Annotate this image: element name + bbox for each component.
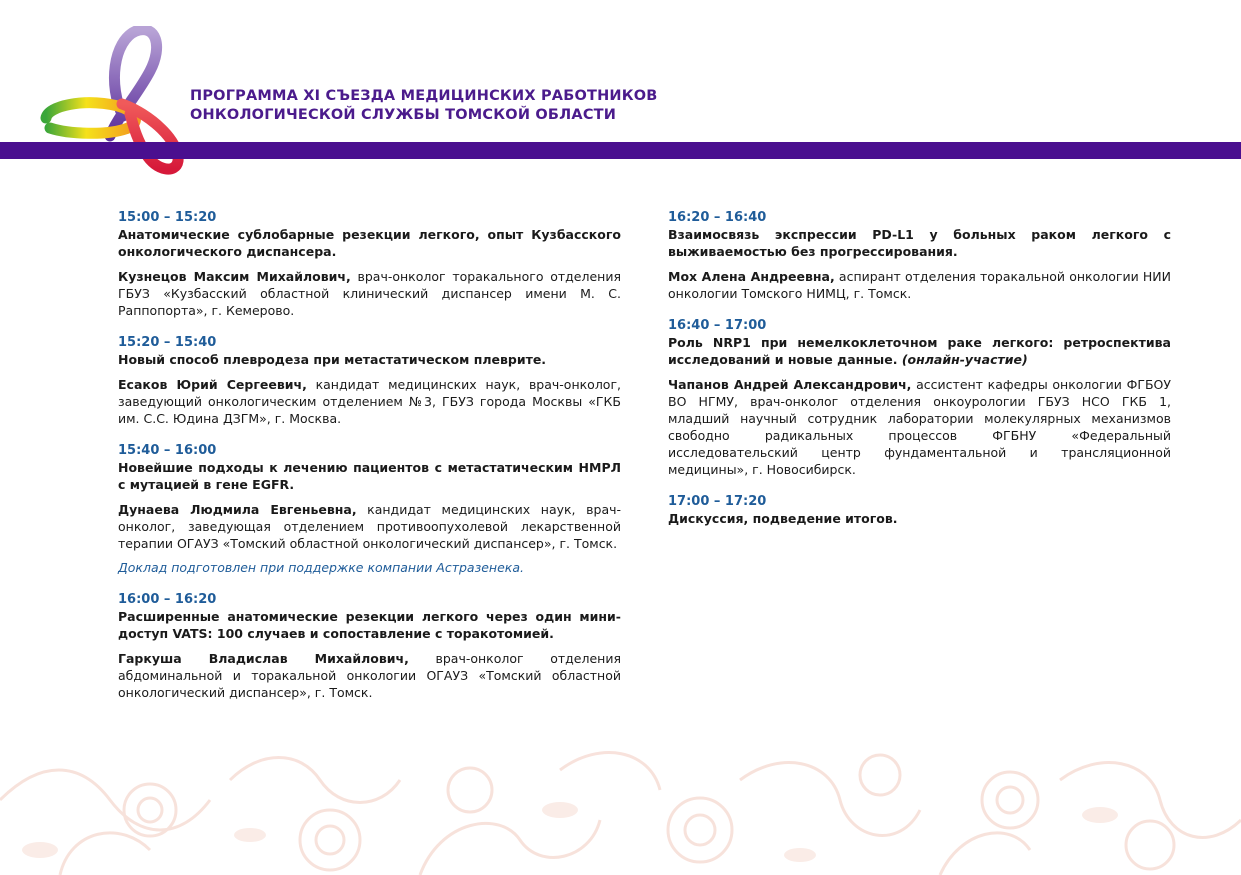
page-title-line-2: ОНКОЛОГИЧЕСКОЙ СЛУЖБЫ ТОМСКОЙ ОБЛАСТИ (190, 107, 617, 123)
slot-title: Новейшие подходы к лечению пациентов с метастатическим НМРЛ с мутацией в гене EGFR. (118, 460, 621, 492)
slot-title-text: Роль NRP1 при немелкоклеточном раке легкого: ретроспектива исследований и новые данные. (668, 335, 1171, 367)
slot-speaker (668, 268, 1171, 302)
slot-speaker (668, 376, 1171, 478)
speaker-name: Есаков Юрий Сергеевич, (118, 377, 307, 392)
program-slot (668, 317, 1171, 478)
slot-time: 16:40 – 17:00 (668, 318, 767, 333)
sponsor-note: Доклад подготовлен при поддержке компании Астразенека. (118, 560, 524, 575)
program-slot (668, 209, 1171, 302)
slot-title: Расширенные анатомические резекции легкого через один мини-доступ VATS: 100 случаев и сопоставление с торакотомией. (118, 609, 621, 641)
program-slot (118, 591, 621, 701)
slot-speaker (118, 376, 621, 427)
slot-title: Анатомические сублобарные резекции легкого, опыт Кузбасского онкологического диспансера. (118, 227, 621, 259)
slot-title: Взаимосвязь экспрессии PD-L1 у больных раком легкого с выживаемостью без прогрессирования. (668, 227, 1171, 259)
header-bar (0, 142, 1241, 159)
slot-title: Дискуссия, подведение итогов. (668, 511, 898, 526)
program-slot (118, 334, 621, 427)
page-title-line-1: ПРОГРАММА XI СЪЕЗДА МЕДИЦИНСКИХ РАБОТНИКОВ (190, 88, 658, 104)
slot-time: 16:20 – 16:40 (668, 210, 767, 225)
floral-ornament (0, 740, 1241, 875)
speaker-info: врач-онколог отделения абдоминальной и торакальной онкологии ОГАУЗ «Томский областной онкологический диспансер», г. Томск. (118, 651, 621, 700)
speaker-name: Чапанов Андрей Александрович, (668, 377, 912, 392)
program-column-right (668, 209, 1171, 542)
speaker-info: врач-онколог торакального отделения ГБУЗ «Кузбасский областной клинический диспансер имени М. С. Раппопорта», г. Кемерово. (118, 269, 621, 318)
speaker-name: Кузнецов Максим Михайлович, (118, 269, 351, 284)
slot-time: 15:40 – 16:00 (118, 443, 217, 458)
program-slot (118, 209, 621, 319)
slot-speaker (118, 501, 621, 552)
slot-title (668, 334, 1171, 368)
slot-time: 15:00 – 15:20 (118, 210, 217, 225)
slot-speaker (118, 650, 621, 701)
speaker-info: кандидат медицинских наук, врач-онколог, заведующий онкологическим отделением №3, ГБУЗ города Москвы «ГКБ им. С.С. Юдина ДЗГМ», г. Москва. (118, 377, 621, 426)
speaker-info: аспирант отделения торакальной онкологии НИИ онкологии Томского НИМЦ, г. Томск. (668, 269, 1172, 301)
slot-speaker (118, 268, 621, 319)
program-slot (118, 442, 621, 576)
slot-title: Новый способ плевродеза при метастатическом плеврите. (118, 352, 547, 367)
slot-time: 16:00 – 16:20 (118, 592, 217, 607)
slot-time: 17:00 – 17:20 (668, 494, 767, 509)
program-column-left (118, 209, 621, 716)
speaker-name: Гаркуша Владислав Михайлович, (118, 651, 409, 666)
program-slot (668, 493, 1171, 527)
speaker-name: Мох Алена Андреевна, (668, 269, 835, 284)
speaker-info: кандидат медицинских наук, врач-онколог, заведующая отделением противоопухолевой лекарственной терапии ОГАУЗ «Томский областной онкологический диспансер», г. Томск. (118, 502, 621, 551)
speaker-info: ассистент кафедры онкологии ФГБОУ ВО НГМУ, врач-онколог отделения онкоурологии ГБУЗ НСО ГКБ 1, младший научный сотрудник лаборатории молекулярных механизмов свободно радикальных процессов ФГБНУ «Федеральный исследовательский центр фундаментальной и трансляционной медицины», г. Новосибирск. (668, 377, 1172, 477)
slot-time: 15:20 – 15:40 (118, 335, 217, 350)
page-title (190, 87, 658, 125)
speaker-name: Дунаева Людмила Евгеньевна, (118, 502, 357, 517)
online-participation-label: (онлайн-участие) (897, 352, 1028, 367)
